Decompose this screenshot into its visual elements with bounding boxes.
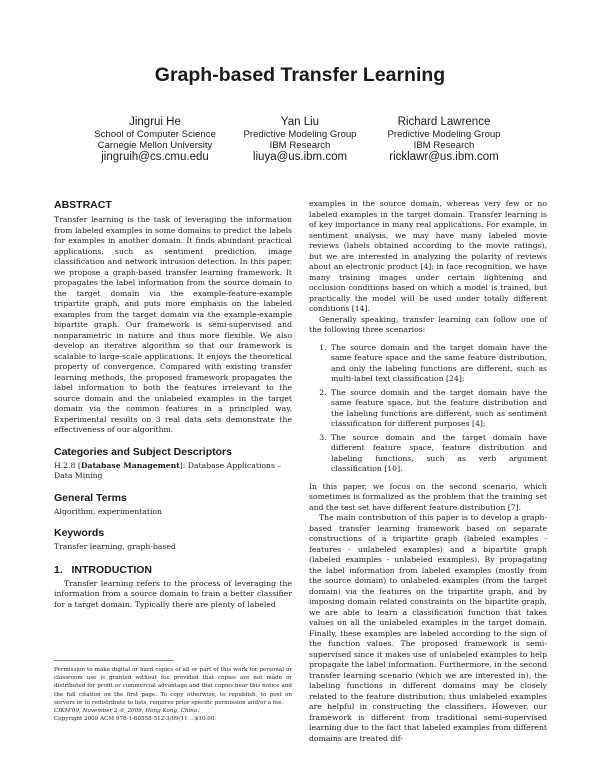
footnote-rule [54,660,174,661]
general-terms-heading: General Terms [54,491,127,504]
scenario-item: 1. The source domain and the target domain have the same feature space and the same feature distribution, and only the labeling functions are different, such as multi-label text classification [24]; [329,343,547,385]
author-affiliation: Carnegie Mellon University [97,140,213,151]
right-column [309,199,547,744]
author-affiliation: Predictive Modeling Group [243,129,357,140]
abstract-heading: ABSTRACT [54,199,112,211]
scenario-item: 2. The source domain and the target domain have the same feature space, but the feature distribution and the labeling functions are different, such as sentiment classification for different purposes [4]; [329,388,547,430]
scenarios-intro: Generally speaking, transfer learning can follow one of the following three scenarios: [309,314,547,334]
author-affiliation: Predictive Modeling Group [387,129,501,140]
author-block [0,116,600,166]
author-email: jingruih@cs.cmu.edu [101,151,209,163]
scenario-list [309,343,547,475]
author-email: liuya@us.ibm.com [252,151,348,163]
categories-text [54,461,292,482]
general-terms-text: Algorithm, experimentation [54,506,162,516]
keywords-text: Transfer learning, graph-based [54,542,176,551]
copyright-line: Copyright 2009 ACM 978-1-60558-512-3/09/11 ...$10.00. [54,716,217,723]
author-affiliation: School of Computer Science [94,129,216,140]
author-name: Yan Liu [280,116,320,128]
author-affiliation: IBM Research [413,140,475,151]
contribution-paragraph: The main contribution of this paper is to develop a graph-based transfer learning framework based on separate constructions of a tripartite graph (labeled examples - features - unlabeled examples) and a bipartite graph (labeled examples - unlabeled examples). By propagating the label information from labeled examples (mostly from the source domain) to unlabeled examples (from the target domain) via the features on the tripartite graph, and by imposing domain related constraints on the bipartite graph, we are able to learn a classification function that takes values on all the unlabeled examples in the target domain. Finally, these examples are labeled according to the sign of the function values. The proposed framework is semi-supervised since it makes use of unlabeled examples to help propagate the label information. Furthermore, in the second transfer learning scenario (which we are interested in), the labeling functions in different domains may be closely related to the feature distribution; thus unlabeled examples are helpful in constructing the classifiers. However, our framework is different from traditional semi-supervised learning due to the fact that labeled examples from different domains are treated dif- [309,513,547,743]
category-rest: ]: Database Applications – Data Mining [54,460,282,480]
author-3 [369,116,519,164]
paper-title: Graph-based Transfer Learning [154,64,446,86]
scenario-item: 3. The source domain and the target domain have different feature space, feature distribution and labeling functions, such as verb argument classification [10]. [329,433,547,475]
author-name: Richard Lawrence [397,116,491,128]
intro-paragraph-continued: examples in the source domain, whereas very few or no labeled examples in the target domain. Transfer learning is of key importance in many real applications. For example, in sentiment analysis, we may have many labeled movie reviews (labels obtained according to the movie ratings), but we are interested in analyzing the polarity of reviews about an electronic product [4]; in face recognition, we have many training images under certain lightening and occlusion conditions based on which a model is trained, but practically the model will be used under totally different conditions [14]. [309,199,547,313]
keywords-heading: Keywords [54,527,105,539]
category-name: Database Management [80,460,180,470]
categories-heading: Categories and Subject Descriptors [54,445,232,458]
introduction-paragraph: Transfer learning refers to the process of leveraging the information from a source domain to train a better classifier for a target domain. Typically there are plenty of labeled [54,578,292,609]
author-email: ricklawr@us.ibm.com [389,151,499,163]
author-affiliation: IBM Research [269,140,331,151]
permission-text: Permission to make digital or hard copies of all or part of this work for personal or classroom use is granted without fee provided that copies are not made or distributed for profit or commercial advantage and that copies bear this notice and the full citation on the first page. To copy otherwise, to republish, to post on servers or to redistribute to lists, requires prior specific permission and/or a fee. [54,667,292,706]
category-code: H.2.8 [ [54,460,81,470]
author-1 [80,116,230,164]
conference-line: CIKM'09, November 2–6, 2009, Hong Kong, China. [54,708,199,715]
abstract-text: Transfer learning is the task of leveraging the information from labeled examples in some domains to predict the labels for examples in another domain. It finds abundant practical applications, such as sentiment prediction, image classification and network intrusion detection. In this paper, we propose a graph-based transfer learning framework. It propagates the label information from the source domain to the target domain via the example-feature-example tripartite graph, and puts more emphasis on the labeled examples from the target domain via the example-example bipartite graph. Our framework is semi-supervised and nonparametric in nature and thus more flexible. We also develop an iterative algorithm so that our framework is scalable to large-scale applications. It enjoys the theoretical property of convergence. Compared with existing transfer learning methods, the proposed framework propagates the label information to both the features irrelevant to the source domain and the unlabeled examples in the target domain via the common features in a principled way. Experimental results on 3 real data sets demonstrate the effectiveness of our algorithm. [54,215,292,434]
author-2 [224,116,376,164]
author-name: Jingrui He [129,116,181,128]
permission-notice [54,666,292,723]
left-column [54,199,292,610]
focus-paragraph: In this paper, we focus on the second scenario, which sometimes is formalized as the problem that the training set and the test set have different feature distribution [7]. [309,481,547,512]
introduction-heading: 1. INTRODUCTION [54,563,153,576]
